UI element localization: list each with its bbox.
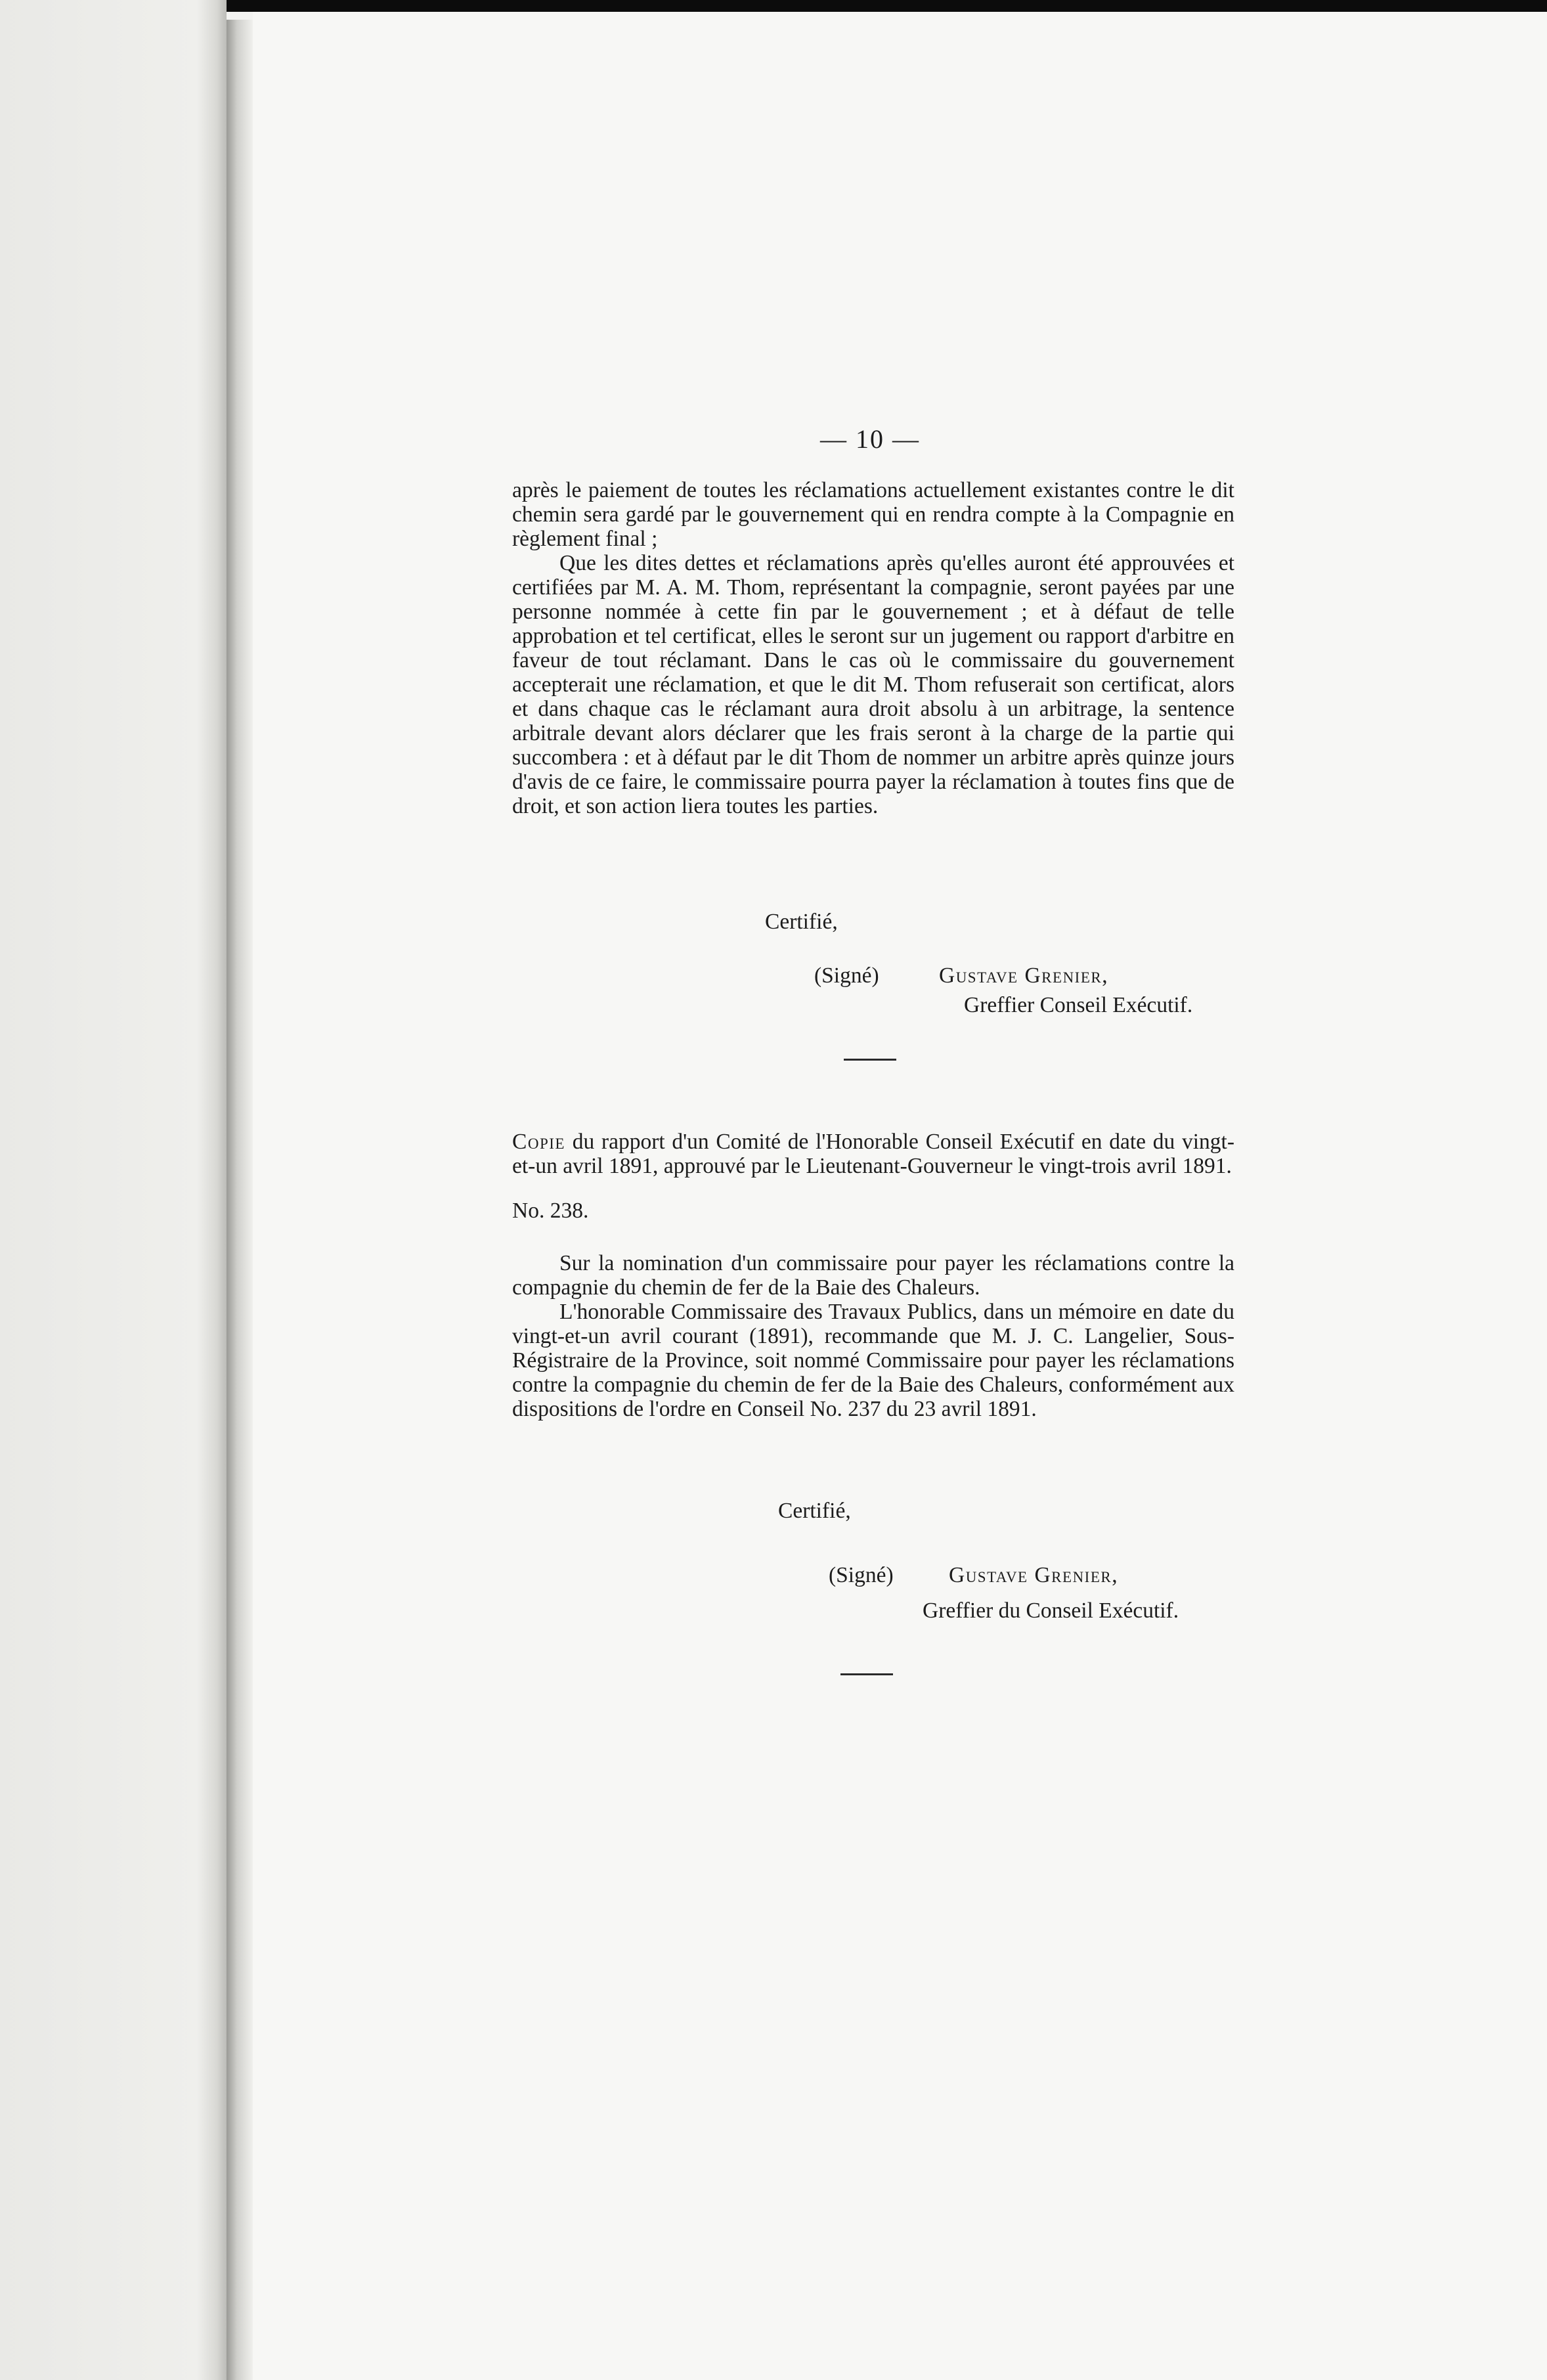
signer-name: Gustave Grenier, <box>949 1563 1119 1587</box>
book-binding-shadow <box>227 20 253 2380</box>
page-number: — 10 — <box>820 424 920 454</box>
paragraph: après le paiement de toutes les réclamations actuellement existantes contre le dit chemin sera gardé par le gouvernement qui en rendra compte à la Compagnie en règlement final ; <box>512 478 1234 551</box>
signed-label: (Signé) <box>814 963 879 988</box>
signed-label: (Signé) <box>829 1563 894 1587</box>
section-divider <box>840 1673 893 1675</box>
section1-body <box>512 478 1234 818</box>
paragraph: Que les dites dettes et réclamations après qu'elles auront été approuvées et certifiées par M. A. M. Thom, représentant la compagnie, seront payées par une personne nommée à cette fin par le gouvernement ; et à défaut de telle approbation et tel certificat, elles le seront sur un jugement ou rapport d'arbitre en faveur de tout réclamant. Dans le cas où le commissaire du gouvernement accepterait une réclamation, et que le dit M. Thom refuserait son certificat, alors et dans chaque cas le réclamant aura droit absolu à un arbitrage, la sentence arbitrale devant alors déclarer que les frais seront à la charge de la partie qui succombera : et à défaut par le dit Thom de nommer un arbitre après quinze jours d'avis de ce faire, le commissaire pourra payer la réclamation à toutes fins que de droit, et son action liera toutes les parties. <box>512 551 1234 818</box>
signer-name: Gustave Grenier, <box>939 963 1109 988</box>
certified-label: Certifié, <box>778 1499 851 1523</box>
certified-label: Certifié, <box>765 910 838 934</box>
copie-label: Copie <box>512 1129 565 1154</box>
copie-header <box>512 1107 1234 1200</box>
paragraph: L'honorable Commissaire des Travaux Publics, dans un mémoire en date du vingt-et-un avril courant (1891), recommande que M. J. C. Langelier, Sous-Régistraire de la Province, soit nommé Commissaire pour payer les réclamations contre la compagnie du chemin de fer de la Baie des Chaleurs, conformément aux dispositions de l'ordre en Conseil No. 237 du 23 avril 1891. <box>512 1300 1234 1421</box>
section-divider <box>844 1059 896 1061</box>
section2-body <box>512 1251 1234 1421</box>
scan-top-border <box>0 0 1547 12</box>
signer-title: Greffier du Conseil Exécutif. <box>923 1598 1179 1623</box>
scan-left-margin <box>0 0 227 2380</box>
order-number: No. 238. <box>512 1199 589 1223</box>
copie-text: du rapport d'un Comité de l'Honorable Conseil Exécutif en date du vingt-et-un avril 1891, approuvé par le Lieutenant-Gouverneur le vingt-trois avril 1891. <box>512 1129 1234 1178</box>
paragraph: Sur la nomination d'un commissaire pour payer les réclamations contre la compagnie du chemin de fer de la Baie des Chaleurs. <box>512 1251 1234 1300</box>
signer-title: Greffier Conseil Exécutif. <box>964 993 1193 1017</box>
